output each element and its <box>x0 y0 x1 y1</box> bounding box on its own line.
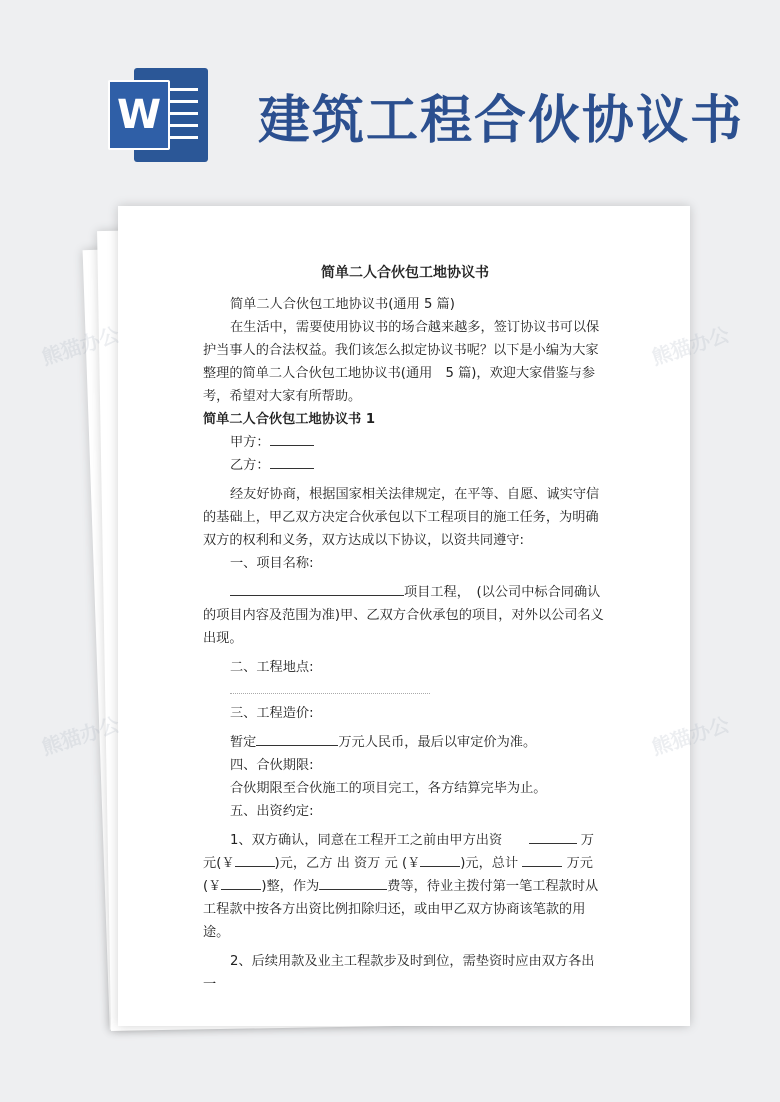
item1-label: 一、项目名称: <box>230 556 314 571</box>
location-blank <box>230 689 430 694</box>
item4-paragraph: 合伙期限至合伙施工的项目完工，各方结算完毕为止。 <box>230 781 547 796</box>
item5-label: 五、出资约定: <box>230 804 314 819</box>
document-title: 简单二人合伙包工地协议书 <box>321 265 489 281</box>
section-heading: 简单二人合伙包工地协议书 1 <box>203 412 376 427</box>
party-a-blank <box>270 431 314 446</box>
document-body <box>203 262 607 996</box>
word-app-icon <box>108 68 208 162</box>
preamble-paragraph: 经友好协商，根据国家相关法律规定，在平等、自愿、诚实守信的基础上，甲乙双方决定合伙承包以下工程项目的施工任务，为明确双方的权利和义务，双方达成以下协议，以资共同遵守: <box>203 487 600 548</box>
watermark: 熊猫办公 <box>38 322 123 370</box>
party-b-line: 乙方： <box>203 454 607 477</box>
item4-label: 四、合伙期限: <box>230 758 314 773</box>
document-subtitle: 简单二人合伙包工地协议书(通用 5 篇) <box>230 297 455 312</box>
party-b-blank <box>270 454 314 469</box>
watermark: 熊猫办公 <box>38 712 123 760</box>
item5-paragraph-1: 1、双方确认，同意在工程开工之前由甲方出资 万元(￥ )元，乙方 出 资万 元 (￥ )元，总计 万元(￥ )整，作为 费等，待业主拨付第一笔工程款时从工程款中按各方出资比例扣除归还，或由甲乙双方协商该笔款的用途。 <box>203 829 607 944</box>
intro-paragraph: 在生活中，需要使用协议书的场合越来越多，签订协议书可以保护当事人的合法权益。我们该怎么拟定协议书呢？以下是小编为大家整理的简单二人合伙包工地协议书(通用 5 篇)，欢迎大家借鉴与参考，希望对大家有所帮助。 <box>203 320 600 404</box>
item3-label: 三、工程造价: <box>230 706 314 721</box>
word-logo-letter: W <box>108 80 170 150</box>
price-blank <box>256 731 338 746</box>
item3-paragraph: 暂定 万元人民币，最后以审定价为准。 <box>203 731 607 754</box>
party-a-line: 甲方： <box>203 431 607 454</box>
item1-paragraph: 项目工程， (以公司中标合同确认的项目内容及范围为准)甲、乙双方合伙承包的项目，对外以公司名义出现。 <box>203 581 607 650</box>
watermark: 熊猫办公 <box>648 712 733 760</box>
project-name-blank <box>230 581 404 596</box>
item5-paragraph-2: 2、后续用款及业主工程款步及时到位，需垫资时应由双方各出一 <box>203 954 595 992</box>
item2-label: 二、工程地点: <box>230 660 314 675</box>
banner-title: 建筑工程合伙协议书 <box>258 90 745 151</box>
watermark: 熊猫办公 <box>648 322 733 370</box>
